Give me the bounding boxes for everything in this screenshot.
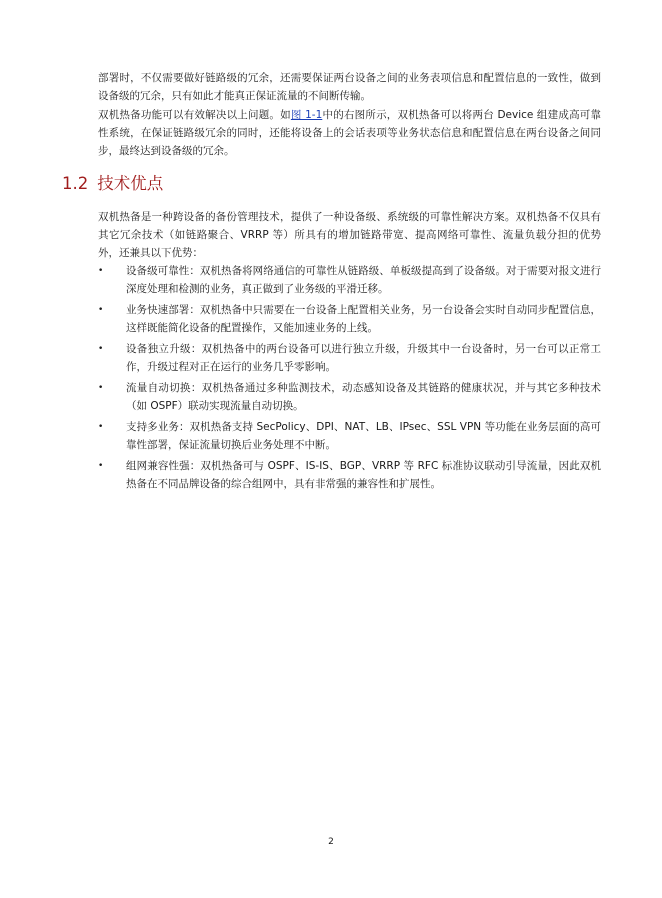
- figure-1-1-link[interactable]: 图 1-1: [290, 109, 323, 121]
- intro-paragraph-2-after: 中的右图所示，双机热备可以将两台 Device 组建成高可靠性系统，在保证链路级冗余的同时，还能将设备上的会话表项等业务状态信息和配置信息在两台设备之间同步，最终达到设备级的冗余。: [98, 109, 601, 157]
- section-number: 1.2: [62, 174, 89, 193]
- bullet-icon: •: [98, 305, 104, 315]
- bullet-icon: •: [98, 461, 104, 471]
- list-item-text: 业务快速部署：双机热备中只需要在一台设备上配置相关业务，另一台设备会实时自动同步配置信息，这样既能简化设备的配置操作，又能加速业务的上线。: [126, 304, 601, 334]
- intro-paragraph-2: [98, 106, 601, 160]
- list-item-text: 设备级可靠性：双机热备将网络通信的可靠性从链路级、单板级提高到了设备级。对于需要对报文进行深度处理和检测的业务，真正做到了业务级的平滑迁移。: [126, 265, 601, 295]
- list-item: [98, 379, 601, 415]
- section-heading: [62, 173, 163, 195]
- list-item: [98, 262, 601, 298]
- section-title: 技术优点: [97, 174, 164, 193]
- section-intro-paragraph: 双机热备是一种跨设备的备份管理技术，提供了一种设备级、系统级的可靠性解决方案。双机热备不仅具有其它冗余技术（如链路聚合、VRRP 等）所具有的增加链路带宽、提高网络可靠性、流量负载分担的优势外，还兼具以下优势：: [98, 211, 601, 259]
- bullet-icon: •: [98, 422, 104, 432]
- list-item-text: 流量自动切换：双机热备通过多种监测技术，动态感知设备及其链路的健康状况，并与其它多种技术（如 OSPF）联动实现流量自动切换。: [126, 382, 601, 412]
- list-item-text: 设备独立升级：双机热备中的两台设备可以进行独立升级，升级其中一台设备时，另一台可以正常工作，升级过程对正在运行的业务几乎零影响。: [126, 343, 601, 373]
- intro-paragraph-1: 部署时，不仅需要做好链路级的冗余，还需要保证两台设备之间的业务表项信息和配置信息的一致性，做到设备级的冗余，只有如此才能真正保证流量的不间断传输。: [98, 72, 601, 102]
- list-item-text: 支持多业务：双机热备支持 SecPolicy、DPI、NAT、LB、IPsec、SSL VPN 等功能在业务层面的高可靠性部署，保证流量切换后业务处理不中断。: [126, 421, 601, 451]
- list-item: [98, 418, 601, 454]
- page-number: 2: [328, 837, 334, 847]
- list-item: [98, 340, 601, 376]
- list-item: [98, 457, 601, 493]
- bullet-icon: •: [98, 344, 104, 354]
- bullet-icon: •: [98, 383, 104, 393]
- list-item: [98, 301, 601, 337]
- list-item-text: 组网兼容性强：双机热备可与 OSPF、IS-IS、BGP、VRRP 等 RFC 标准协议联动引导流量，因此双机热备在不同品牌设备的综合组网中，具有非常强的兼容性和扩展性。: [126, 460, 601, 490]
- intro-paragraph-2-before: 双机热备功能可以有效解决以上问题。如: [98, 109, 291, 121]
- bullet-icon: •: [98, 266, 104, 276]
- advantages-list: [98, 262, 601, 496]
